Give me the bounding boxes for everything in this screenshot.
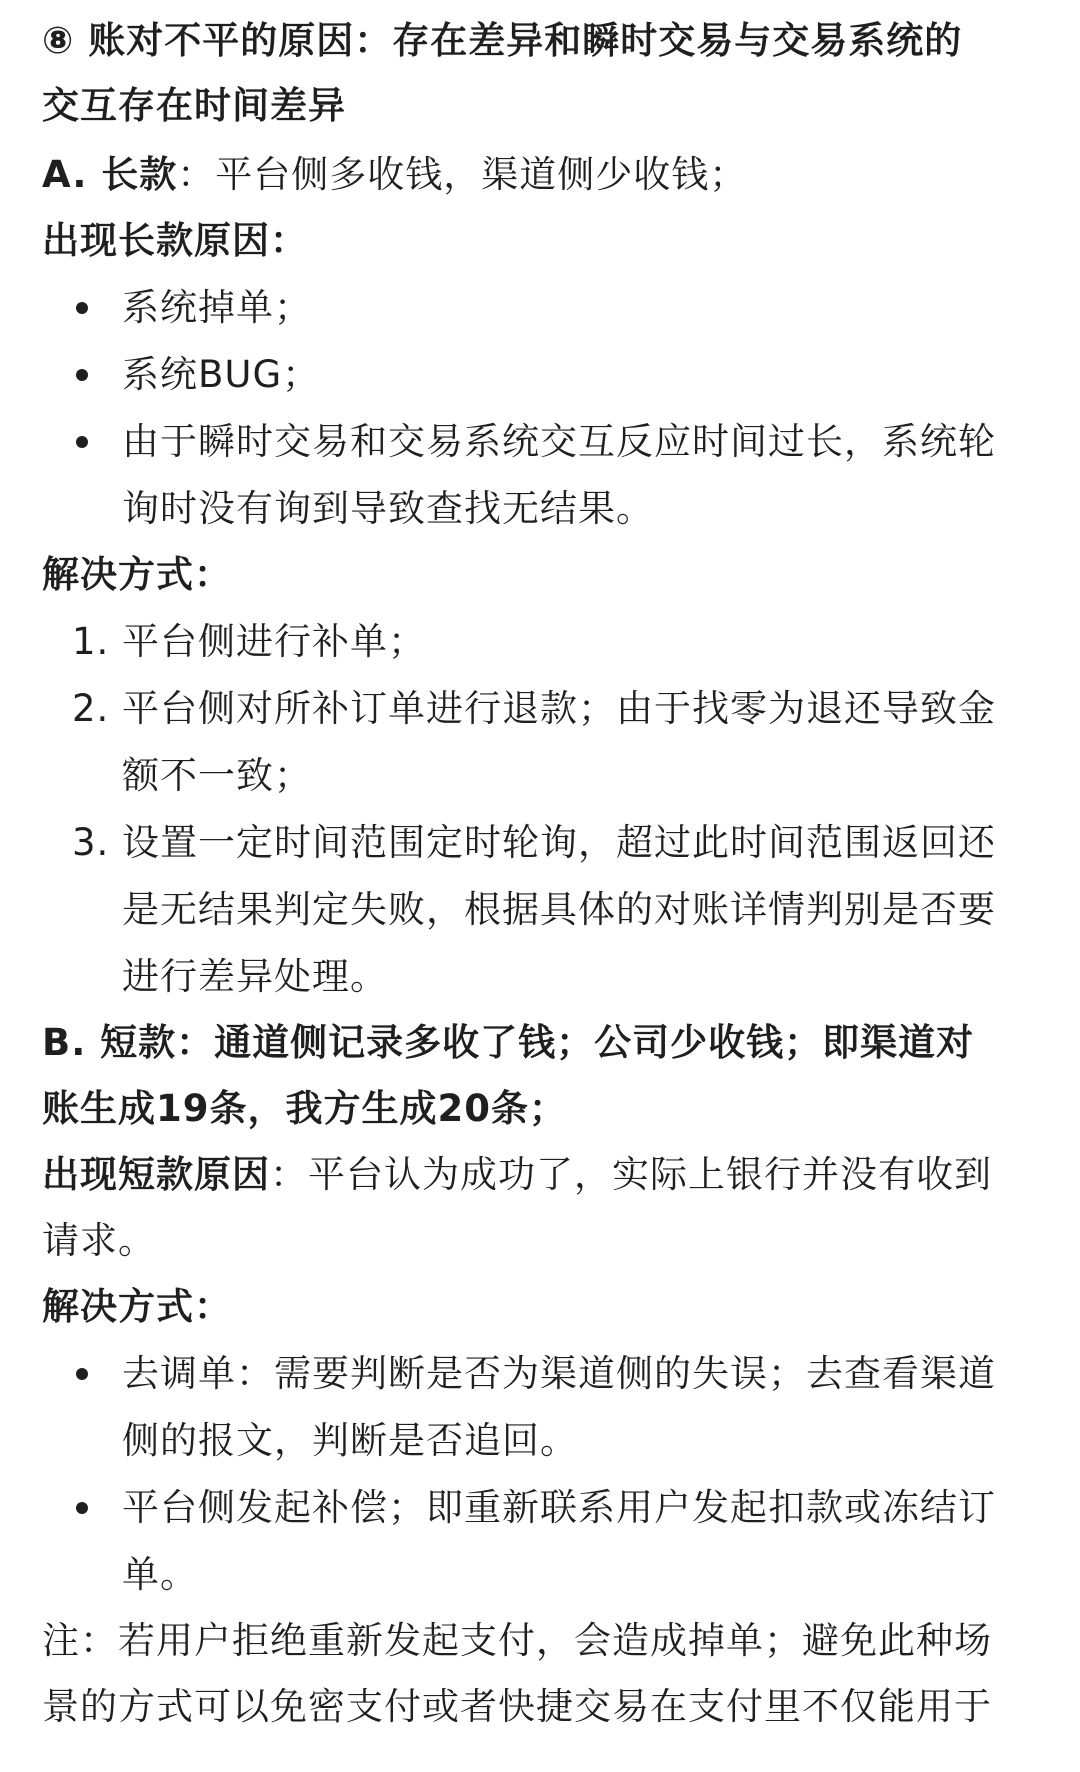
bullet-icon bbox=[76, 369, 88, 381]
list-item bbox=[42, 809, 1032, 1010]
list-item-text: 去调单：需要判断是否为渠道侧的失误；去查看渠道 bbox=[122, 1352, 996, 1395]
list-item-text: 平台侧对所补订单进行退款；由于找零为退还导致金 bbox=[122, 687, 996, 730]
section-title-line1: ⑧ 账对不平的原因：存在差异和瞬时交易与交易系统的 bbox=[42, 19, 963, 62]
list-item-text-cont: 进行差异处理。 bbox=[122, 955, 388, 998]
long-heading-rest: ：平台侧多收钱，渠道侧少收钱； bbox=[177, 153, 748, 196]
short-reason-label: 出现短款原因 bbox=[42, 1153, 270, 1196]
long-reason-title: 出现长款原因： bbox=[42, 219, 308, 262]
list-item bbox=[42, 1340, 1032, 1474]
bullet-icon bbox=[76, 302, 88, 314]
bullet-icon bbox=[76, 436, 88, 448]
list-number: 2. bbox=[72, 687, 110, 730]
list-item bbox=[42, 341, 1032, 408]
list-number: 1. bbox=[72, 620, 110, 663]
list-item bbox=[42, 675, 1032, 809]
document-page bbox=[42, 8, 1032, 1740]
list-item bbox=[42, 274, 1032, 341]
long-heading-prefix: A. 长款 bbox=[42, 153, 178, 196]
long-heading bbox=[42, 142, 1032, 208]
list-item bbox=[42, 608, 1032, 675]
section-title-line2: 交互存在时间差异 bbox=[42, 84, 346, 127]
list-item-text: 平台侧发起补偿；即重新联系用户发起扣款或冻结订 bbox=[122, 1486, 996, 1529]
long-reason-list bbox=[42, 274, 1032, 542]
list-number: 3. bbox=[72, 821, 110, 864]
list-item-text-cont: 单。 bbox=[122, 1553, 198, 1596]
short-reason bbox=[42, 1142, 1032, 1208]
list-item-text-cont: 询时没有询到导致查找无结果。 bbox=[122, 487, 654, 530]
list-item-text: 系统BUG； bbox=[122, 353, 321, 396]
list-item bbox=[42, 408, 1032, 542]
short-reason-text: ：平台认为成功了，实际上银行并没有收到 bbox=[270, 1153, 992, 1196]
short-heading-line1: B. 短款：通道侧记录多收了钱；公司少收钱；即渠道对 bbox=[42, 1021, 975, 1064]
bullet-icon bbox=[76, 1368, 88, 1380]
list-item bbox=[42, 1474, 1032, 1608]
short-solution-title: 解决方式： bbox=[42, 1285, 232, 1328]
list-item-text: 平台侧进行补单； bbox=[122, 620, 426, 663]
note-line1: 注：若用户拒绝重新发起支付，会造成掉单；避免此种场 bbox=[42, 1619, 992, 1662]
list-item-text: 由于瞬时交易和交易系统交互反应时间过长，系统轮 bbox=[122, 420, 996, 463]
short-heading-line2: 账生成19条，我方生成20条； bbox=[42, 1087, 567, 1130]
long-solution-list bbox=[42, 608, 1032, 1010]
list-item-text-cont: 侧的报文，判断是否追回。 bbox=[122, 1419, 578, 1462]
long-solution-title: 解决方式： bbox=[42, 553, 232, 596]
list-item-text: 系统掉单； bbox=[122, 286, 312, 329]
list-item-text: 设置一定时间范围定时轮询，超过此时间范围返回还 bbox=[122, 821, 996, 864]
list-item-text-cont: 是无结果判定失败，根据具体的对账详情判别是否要 bbox=[122, 888, 996, 931]
short-reason-cont: 请求。 bbox=[42, 1219, 156, 1262]
short-solution-list bbox=[42, 1340, 1032, 1608]
note-line2: 景的方式可以免密支付或者快捷交易在支付里不仅能用于 bbox=[42, 1685, 992, 1728]
list-item-text-cont: 额不一致； bbox=[122, 754, 312, 797]
bullet-icon bbox=[76, 1502, 88, 1514]
